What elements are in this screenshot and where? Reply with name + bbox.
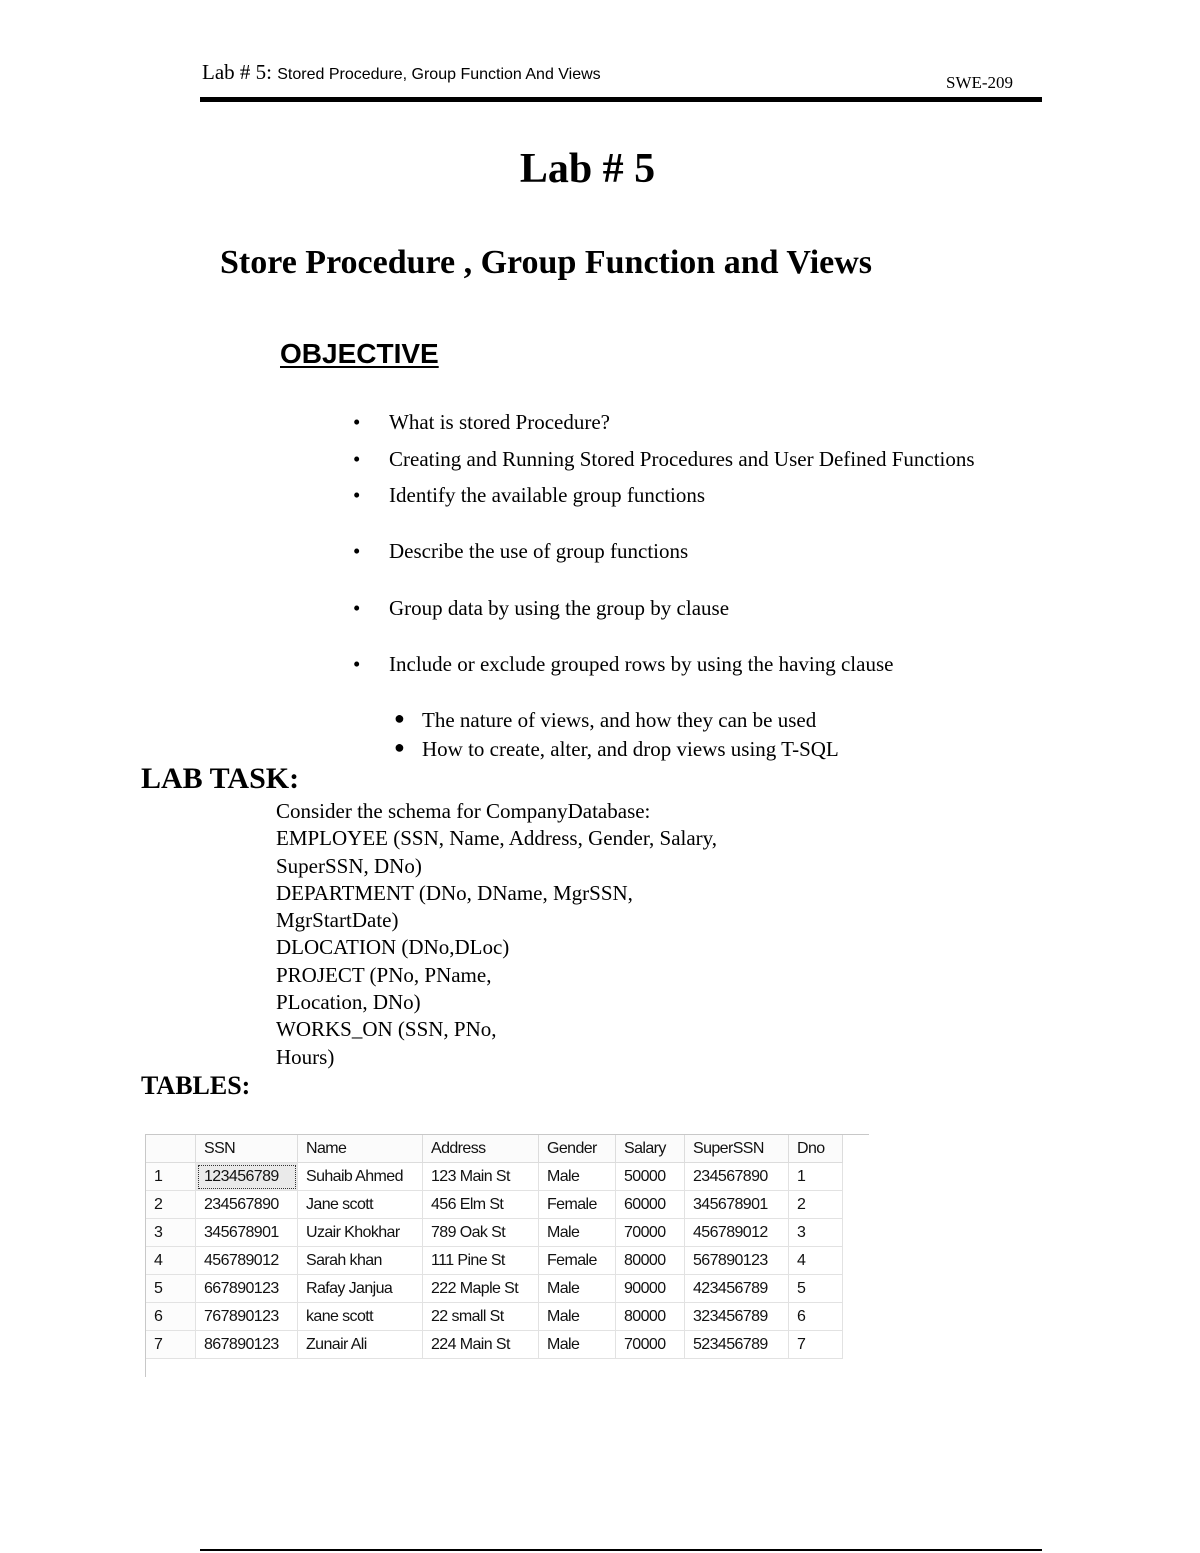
- tables-heading: TABLES:: [141, 1071, 251, 1100]
- cell-address[interactable]: 224 Main St: [423, 1331, 539, 1359]
- cell-gender[interactable]: Male: [539, 1163, 616, 1191]
- cell-name[interactable]: Suhaib Ahmed: [298, 1163, 423, 1191]
- bullet-icon: •: [353, 483, 361, 507]
- schema-line: PROJECT (PNo, PName,: [276, 962, 492, 987]
- footer-rule: [200, 1549, 1042, 1551]
- column-header-address[interactable]: Address: [423, 1135, 539, 1163]
- cell-ssn[interactable]: 123456789: [196, 1163, 298, 1191]
- cell-dno[interactable]: 5: [789, 1275, 843, 1303]
- running-header-title: [202, 60, 601, 85]
- lab-task-heading: LAB TASK:: [141, 762, 300, 795]
- objective-bullet: [353, 539, 689, 564]
- table-row[interactable]: [146, 1219, 843, 1247]
- cell-superssn[interactable]: 234567890: [685, 1163, 789, 1191]
- table-row[interactable]: [146, 1331, 843, 1359]
- cell-gender[interactable]: Male: [539, 1331, 616, 1359]
- views-bullet-text: The nature of views, and how they can be used: [422, 708, 817, 732]
- cell-name[interactable]: Rafay Janjua: [298, 1275, 423, 1303]
- cell-ssn[interactable]: 767890123: [196, 1303, 298, 1331]
- schema-line: SuperSSN, DNo): [276, 853, 422, 878]
- cell-ssn[interactable]: 667890123: [196, 1275, 298, 1303]
- cell-address[interactable]: 789 Oak St: [423, 1219, 539, 1247]
- objective-bullet-text: Include or exclude grouped rows by using the having clause: [389, 652, 894, 676]
- cell-salary[interactable]: 60000: [616, 1191, 685, 1219]
- objective-bullet-text: Describe the use of group functions: [389, 539, 689, 563]
- column-header-gender[interactable]: Gender: [539, 1135, 616, 1163]
- cell-salary[interactable]: 70000: [616, 1331, 685, 1359]
- cell-dno[interactable]: 6: [789, 1303, 843, 1331]
- objective-bullet: [353, 483, 706, 508]
- objective-bullet: [353, 652, 894, 677]
- objective-bullet-text: What is stored Procedure?: [389, 410, 611, 434]
- cell-name[interactable]: Uzair Khokhar: [298, 1219, 423, 1247]
- cell-row-number[interactable]: 1: [146, 1163, 196, 1191]
- cell-superssn[interactable]: 345678901: [685, 1191, 789, 1219]
- schema-line: PLocation, DNo): [276, 990, 421, 1015]
- cell-superssn[interactable]: 523456789: [685, 1331, 789, 1359]
- table-row[interactable]: [146, 1163, 843, 1191]
- column-header-superssn[interactable]: SuperSSN: [685, 1135, 789, 1163]
- views-bullet: [394, 708, 817, 733]
- schema-line: WORKS_ON (SSN, PNo,: [276, 1017, 497, 1042]
- filled-bullet-icon: ●: [394, 708, 405, 728]
- table-row[interactable]: [146, 1247, 843, 1275]
- cell-salary[interactable]: 80000: [616, 1303, 685, 1331]
- cell-name[interactable]: Zunair Ali: [298, 1331, 423, 1359]
- schema-line: Hours): [276, 1044, 335, 1069]
- cell-superssn[interactable]: 323456789: [685, 1303, 789, 1331]
- cell-row-number[interactable]: 2: [146, 1191, 196, 1219]
- cell-superssn[interactable]: 567890123: [685, 1247, 789, 1275]
- objective-bullet-text: Creating and Running Stored Procedures and User Defined Functions: [389, 447, 975, 471]
- cell-address[interactable]: 111 Pine St: [423, 1247, 539, 1275]
- cell-ssn[interactable]: 234567890: [196, 1191, 298, 1219]
- results-grid: [145, 1134, 869, 1377]
- schema-line: EMPLOYEE (SSN, Name, Address, Gender, Salary,: [276, 826, 718, 851]
- cell-dno[interactable]: 3: [789, 1219, 843, 1247]
- bullet-icon: •: [353, 652, 361, 676]
- column-header-name[interactable]: Name: [298, 1135, 423, 1163]
- cell-row-number[interactable]: 4: [146, 1247, 196, 1275]
- objective-bullet-text: Identify the available group functions: [389, 483, 706, 507]
- views-bullet-text: How to create, alter, and drop views using T-SQL: [422, 737, 839, 761]
- cell-gender[interactable]: Male: [539, 1219, 616, 1247]
- objective-bullet: [353, 410, 611, 435]
- bullet-icon: •: [353, 410, 361, 434]
- filled-bullet-icon: ●: [394, 737, 405, 757]
- cell-dno[interactable]: 4: [789, 1247, 843, 1275]
- objective-bullet: [353, 447, 975, 472]
- column-header-dno[interactable]: Dno: [789, 1135, 843, 1163]
- cell-salary[interactable]: 80000: [616, 1247, 685, 1275]
- row-number-header: [146, 1135, 196, 1163]
- schema-line: DLOCATION (DNo,DLoc): [276, 935, 510, 960]
- cell-dno[interactable]: 2: [789, 1191, 843, 1219]
- objective-heading: OBJECTIVE: [280, 338, 439, 369]
- header-lab-subject: Stored Procedure, Group Function And Views: [277, 66, 601, 83]
- employee-table: [146, 1135, 843, 1359]
- cell-dno[interactable]: 1: [789, 1163, 843, 1191]
- table-row[interactable]: [146, 1303, 843, 1331]
- column-header-ssn[interactable]: SSN: [196, 1135, 298, 1163]
- objective-bullet: [353, 596, 730, 621]
- cell-gender[interactable]: Male: [539, 1275, 616, 1303]
- course-code: SWE-209: [946, 73, 1014, 92]
- schema-line: DEPARTMENT (DNo, DName, MgrSSN,: [276, 880, 633, 905]
- cell-ssn[interactable]: 345678901: [196, 1219, 298, 1247]
- cell-ssn[interactable]: 867890123: [196, 1331, 298, 1359]
- schema-line: MgrStartDate): [276, 908, 399, 933]
- schema-description: [276, 798, 717, 1071]
- cell-salary[interactable]: 90000: [616, 1275, 685, 1303]
- cell-address[interactable]: 123 Main St: [423, 1163, 539, 1191]
- cell-gender[interactable]: Female: [539, 1191, 616, 1219]
- column-header-salary[interactable]: Salary: [616, 1135, 685, 1163]
- bullet-icon: •: [353, 447, 361, 471]
- cell-name[interactable]: Jane scott: [298, 1191, 423, 1219]
- cell-salary[interactable]: 70000: [616, 1219, 685, 1247]
- cell-gender[interactable]: Female: [539, 1247, 616, 1275]
- table-row[interactable]: [146, 1275, 843, 1303]
- schema-line: Consider the schema for CompanyDatabase:: [276, 799, 651, 823]
- cell-address[interactable]: 456 Elm St: [423, 1191, 539, 1219]
- table-row[interactable]: [146, 1191, 843, 1219]
- header-lab-number: Lab # 5:: [202, 60, 272, 84]
- page-title: Lab # 5: [519, 146, 656, 192]
- views-bullet: [394, 737, 839, 762]
- bullet-icon: •: [353, 539, 361, 563]
- cell-gender[interactable]: Male: [539, 1303, 616, 1331]
- cell-row-number[interactable]: 5: [146, 1275, 196, 1303]
- cell-ssn[interactable]: 456789012: [196, 1247, 298, 1275]
- cell-superssn[interactable]: 456789012: [685, 1219, 789, 1247]
- cell-row-number[interactable]: 7: [146, 1331, 196, 1359]
- page-subtitle: Store Procedure , Group Function and Views: [220, 244, 873, 281]
- table-header-row: [146, 1135, 843, 1163]
- cell-row-number[interactable]: 3: [146, 1219, 196, 1247]
- cell-address[interactable]: 222 Maple St: [423, 1275, 539, 1303]
- bullet-icon: •: [353, 596, 361, 620]
- cell-salary[interactable]: 50000: [616, 1163, 685, 1191]
- cell-superssn[interactable]: 423456789: [685, 1275, 789, 1303]
- cell-name[interactable]: Sarah khan: [298, 1247, 423, 1275]
- objective-bullet-text: Group data by using the group by clause: [389, 596, 730, 620]
- header-rule: [200, 97, 1042, 102]
- cell-name[interactable]: kane scott: [298, 1303, 423, 1331]
- cell-dno[interactable]: 7: [789, 1331, 843, 1359]
- cell-address[interactable]: 22 small St: [423, 1303, 539, 1331]
- cell-row-number[interactable]: 6: [146, 1303, 196, 1331]
